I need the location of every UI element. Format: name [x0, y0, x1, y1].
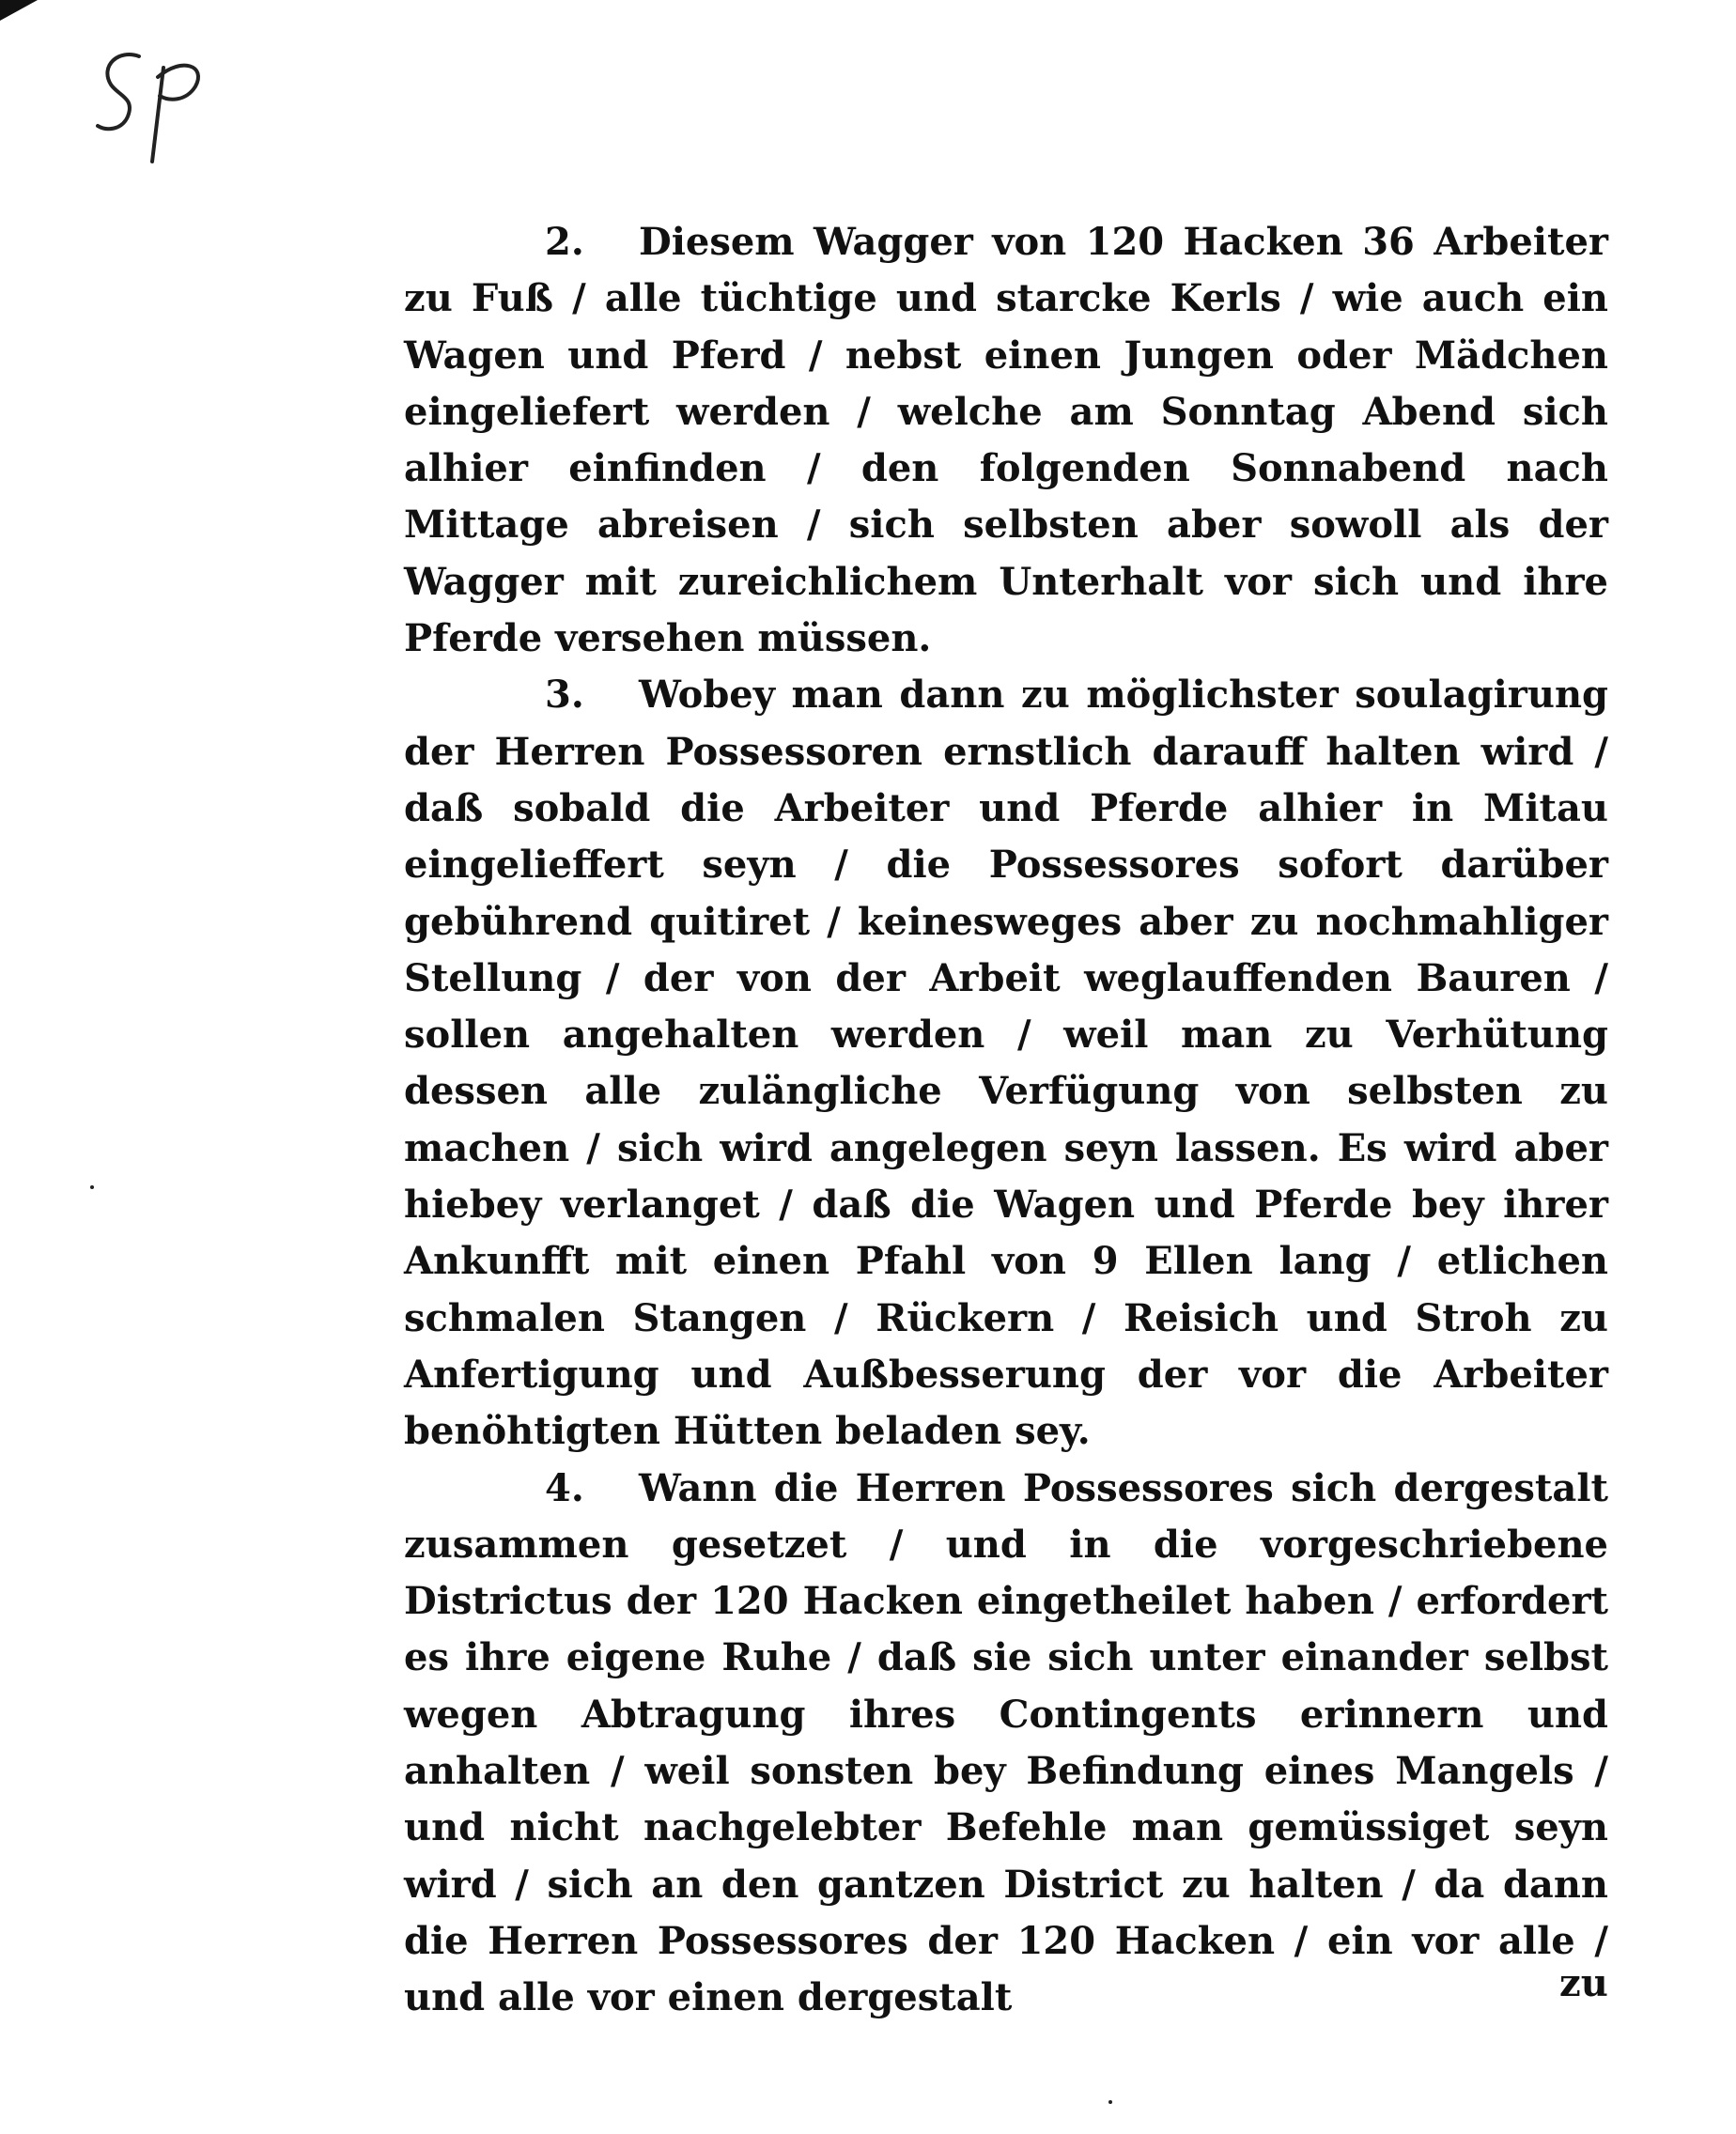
catchword: zu: [1559, 1961, 1608, 2005]
main-text: [404, 214, 1608, 2027]
scan-speck: [90, 1185, 94, 1189]
paragraph-text: Diesem Wagger von 120 Hacken 36 Arbeiter zu Fuß / alle tüchtige und starcke Kerls / wie auch ein Wagen und Pferd / nebst einen Jungen oder Mädchen eingeliefert werden / welche am Sonntag Abend sich alhier einfinden / den folgenden Sonnabend nach Mittage abreisen / sich selbsten aber sowoll als der Wagger mit zureichlichem Unterhalt vor sich und ihre Pferde versehen müssen.: [404, 220, 1608, 661]
paragraph-text: Wann die Herren Possessores sich dergestalt zusammen gesetzet / und in die vorgeschriebene Districtus der 120 Hacken eingetheilet haben / erfordert es ihre eigene Ruhe / daß sie sich unter einander selbst wegen Abtragung ihres Contingents erinnern und anhalten / weil sonsten bey Befindung eines Mangels / und nicht nachgelebter Befehle man gemüssiget seyn wird / sich an den gantzen District zu halten / da dann die Herren Possessores der 120 Hacken / ein vor alle / und alle vor einen dergestalt: [404, 1465, 1608, 2020]
paragraph-number: 2.: [545, 220, 584, 264]
paragraph-number: 3.: [545, 673, 584, 718]
scan-corner-mark: [0, 0, 38, 21]
paragraph-number: 4.: [545, 1465, 584, 1510]
scan-speck: [1108, 2100, 1112, 2104]
paragraph-2: [404, 214, 1608, 667]
paragraph-4: [404, 1461, 1608, 2027]
paragraph-3: [404, 667, 1608, 1460]
paragraph-text: Wobey man dann zu möglichster soulagirung der Herren Possessoren ernstlich darauff halten wird / daß sobald die Arbeiter und Pferde alhier in Mitau eingelieffert seyn / die Possessores sofort darüber gebührend quitiret / keinesweges aber zu nochmahliger Stellung / der von der Arbeit weglauffenden Bauren / sollen angehalten werden / weil man zu Verhütung dessen alle zulängliche Verfügung von selbsten zu machen / sich wird angelegen seyn lassen. Es wird aber hiebey verlanget / daß die Wagen und Pferde bey ihrer Ankunfft mit einen Pfahl von 9 Ellen lang / etlichen schmalen Stangen / Rückern / Reisich und Stroh zu Anfertigung und Außbesserung der vor die Arbeiter benöhtigten Hütten beladen sey.: [404, 673, 1608, 1454]
handwritten-annotation: [90, 39, 222, 171]
